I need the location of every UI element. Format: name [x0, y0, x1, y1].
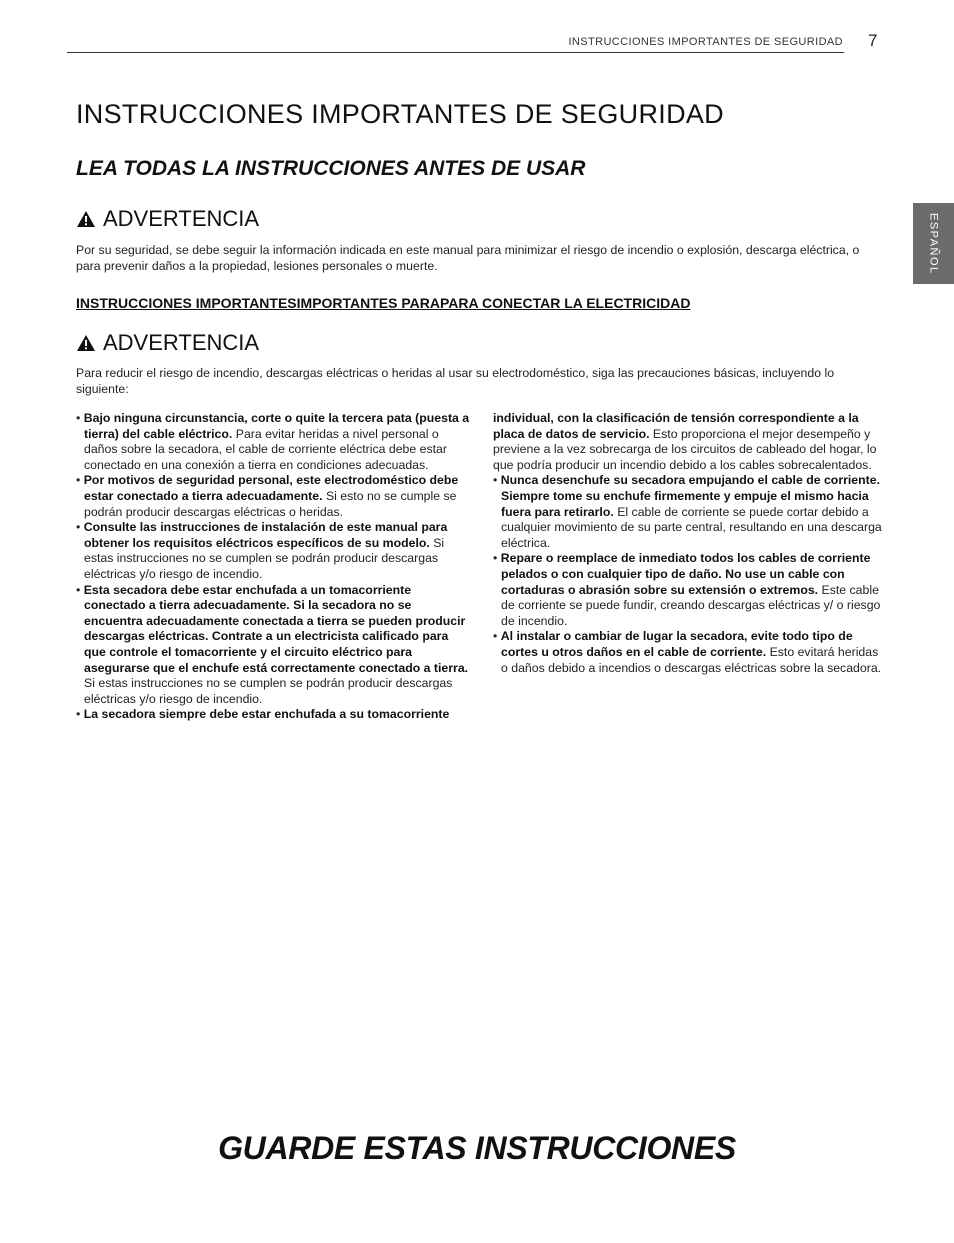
list-item: • Repare o reemplace de inmediato todos los cables de corriente pelados o con cualquier tipo de daño. No use un cable con cortaduras o abrasión sobre su extensión o extremos. Este cable de corriente se puede fundir, creando descargas eléctricas y/ o riesgo de incendio.	[493, 551, 881, 628]
page-number: 7	[868, 31, 878, 50]
page-title: INSTRUCCIONES IMPORTANTES DE SEGURIDAD	[76, 99, 724, 129]
list-item: • Por motivos de seguridad personal, este electrodoméstico debe estar conectado a tierra adecuadamente. Si esto no se cumple se podrán producir descargas eléctricas o heridas.	[76, 473, 459, 519]
warning-triangle-icon	[76, 210, 96, 228]
list-item: • Consulte las instrucciones de instalación de este manual para obtener los requisitos eléctricos específicos de su modelo. Si estas instrucciones no se cumplen se podrán producir descargas eléctricas y/o riesgo de incendio.	[76, 520, 448, 581]
list-item: • La secadora siempre debe estar enchufada a su tomacorriente	[76, 707, 450, 722]
running-header: INSTRUCCIONES IMPORTANTES DE SEGURIDAD	[568, 36, 843, 48]
list-item-continuation: individual, con la clasificación de tensión correspondiente a la placa de datos de servicio. Esto proporciona el mejor desempeño y previene a la vez sobrecarga de los circuitos de cableado del hogar, lo que podría producir un incendio debido a los cables sobrecalentados.	[493, 411, 877, 472]
language-tab-label: ESPAÑOL	[927, 212, 940, 275]
language-tab	[913, 203, 954, 284]
warning-heading-2	[76, 330, 259, 356]
warning-label: ADVERTENCIA	[103, 330, 260, 355]
footer-banner: GUARDE ESTAS INSTRUCCIONES	[218, 1130, 736, 1166]
page-subtitle: LEA TODAS LA INSTRUCCIONES ANTES DE USAR	[76, 157, 586, 180]
section-heading: INSTRUCCIONES IMPORTANTESIMPORTANTES PARAPARA CONECTAR LA ELECTRICIDAD	[76, 295, 691, 311]
list-item: • Esta secadora debe estar enchufada a un tomacorriente conectado a tierra adecuadamente. Si la secadora no se encuentra adecuadamente conectada a tierra se pueden producir descargas eléctricas. Contrate a un electricista calificado para que controle el tomacorriente y el circuito eléctrico para asegurarse que el enchufe está correctamente conectado a tierra. Si estas instrucciones no se cumplen se podrán producir descargas eléctricas y/o riesgo de incendio.	[76, 582, 469, 706]
warning-text-2: Para reducir el riesgo de incendio, descargas eléctricas o heridas al usar su electrodoméstico, siga las precauciones básicas, incluyendo lo siguiente:	[76, 366, 835, 396]
warning-text-1: Por su seguridad, se debe seguir la información indicada en este manual para minimizar el riesgo de incendio o explosión, descarga eléctrica, o para prevenir daños a la propiedad, lesiones personales o muerte.	[76, 243, 860, 273]
list-item: • Al instalar o cambiar de lugar la secadora, evite todo tipo de cortes u otros daños en el cable de corriente. Esto evitará heridas o daños debido a incendios o descargas eléctricas sobre la secadora.	[493, 629, 882, 675]
warning-heading-1	[76, 206, 259, 232]
warning-triangle-icon	[76, 334, 96, 352]
bullet-column-left	[76, 411, 470, 723]
warning-label: ADVERTENCIA	[103, 206, 260, 231]
bullet-column-right	[493, 411, 887, 676]
list-item: • Bajo ninguna circunstancia, corte o quite la tercera pata (puesta a tierra) del cable eléctrico. Para evitar heridas a nivel personal o daños sobre la secadora, el cable de corriente eléctrica debe estar conectado en una conexión a tierra en condiciones adecuadas.	[76, 411, 470, 472]
list-item: • Nunca desenchufe su secadora empujando el cable de corriente. Siempre tome su enchufe firmemente y empuje el mismo hacia fuera para retirarlo. El cable de corriente se puede cortar debido a cualquier movimiento de su parte central, resultando en una descarga eléctrica.	[493, 473, 882, 550]
header-rule	[67, 52, 844, 53]
